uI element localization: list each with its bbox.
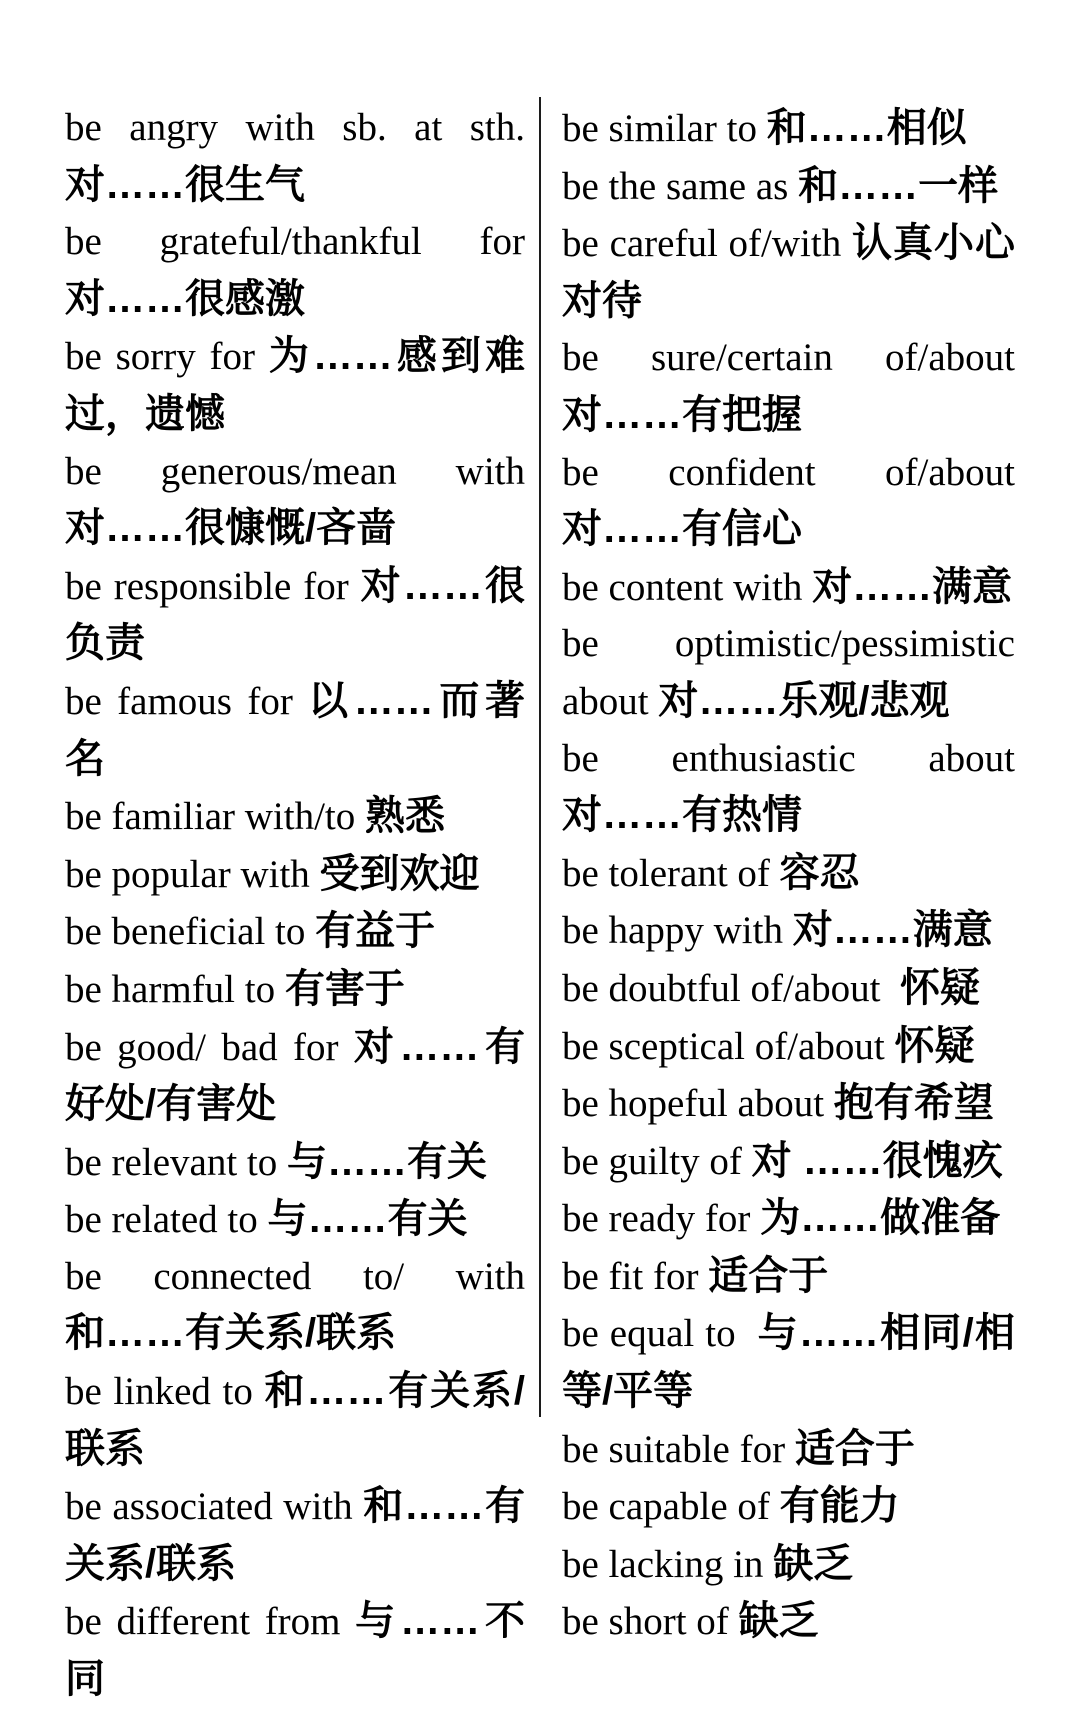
phrase-english: be ready for: [562, 1197, 761, 1241]
phrase-entry: [562, 100, 1015, 158]
phrase-entry: [65, 846, 525, 904]
phrase-english: be careful of/with: [562, 222, 852, 266]
phrase-entry: [65, 444, 535, 558]
phrase-english: be equal to: [562, 1312, 758, 1356]
phrase-entry: [65, 961, 525, 1019]
phrase-entry: [65, 328, 525, 443]
phrase-english: be responsible for: [65, 564, 361, 608]
phrase-english: be relevant to: [65, 1140, 287, 1184]
column-divider: [539, 97, 541, 1417]
phrase-chinese: 熟悉: [365, 794, 446, 839]
phrase-chinese: 和……有关系/联系: [65, 1311, 397, 1356]
phrase-chinese: 容忍: [779, 850, 860, 895]
phrase-chinese: 缺乏: [738, 1599, 819, 1644]
phrase-entry: [562, 215, 1015, 330]
phrase-entry: [562, 158, 1015, 216]
phrase-entry: [562, 845, 1015, 903]
phrase-chinese: 有益于: [315, 909, 436, 954]
phrase-english: be sure/certain of/about: [562, 336, 1025, 380]
phrase-chinese: 有能力: [779, 1484, 900, 1529]
phrase-english: be connected to/ with: [65, 1254, 535, 1298]
phrase-english: be short of: [562, 1600, 739, 1644]
phrase-chinese: 对 ……很愧疚: [751, 1138, 1003, 1183]
phrase-chinese: 和……有关系/联系: [65, 1369, 525, 1471]
phrase-chinese: 以……而著名: [65, 678, 525, 781]
phrase-english: be happy with: [562, 909, 793, 953]
phrase-chinese: 对……很负责: [65, 563, 526, 666]
phrase-chinese: 为……做准备: [760, 1196, 1001, 1241]
phrase-chinese: 对……有信心: [562, 507, 802, 552]
phrase-entry: [65, 903, 525, 961]
phrase-entry: [562, 731, 1025, 845]
phrase-entry: [562, 559, 1015, 617]
phrase-entry: [65, 214, 535, 328]
phrase-english: be similar to: [562, 107, 767, 150]
phrase-chinese: 对……满意: [812, 564, 1013, 609]
phrase-chinese: 抱有希望: [833, 1081, 994, 1126]
phrase-english: be enthusiastic about: [562, 736, 1025, 780]
phrase-english: be sorry for: [65, 335, 269, 379]
phrase-english: be confident of/about: [562, 450, 1025, 494]
phrase-english: be tolerant of: [562, 851, 780, 895]
phrase-english: be fit for: [562, 1254, 709, 1298]
phrase-entry: [65, 1191, 525, 1249]
phrase-entry: [562, 1018, 1015, 1076]
phrase-chinese: 对……很慷慨/吝啬: [65, 506, 397, 551]
phrase-entry: [562, 1305, 1015, 1420]
phrase-chinese: 为……感到难过，遗憾: [65, 334, 526, 436]
phrase-english: be content with: [562, 565, 813, 609]
phrase-english: be related to: [65, 1198, 268, 1242]
phrase-chinese: 与……相同/相等/平等: [562, 1311, 1015, 1414]
phrase-chinese: 缺乏: [773, 1541, 854, 1586]
phrase-entry: [65, 100, 525, 214]
phrase-chinese: 对……有把握: [562, 392, 802, 437]
phrase-chinese: 对……有热情: [562, 793, 802, 838]
phrase-chinese: 适合于: [708, 1253, 829, 1298]
phrase-english: be beneficial to: [65, 910, 316, 954]
phrase-english: be optimistic/pessimistic about: [562, 622, 1025, 723]
phrase-english: be sceptical of/about: [562, 1024, 895, 1068]
phrase-english: be linked to: [65, 1370, 265, 1414]
phrase-chinese: 与……不同: [65, 1599, 526, 1702]
phrase-entry: [562, 1190, 1015, 1248]
phrase-chinese: 对……有好处/有害处: [65, 1024, 525, 1127]
phrase-english: be lacking in: [562, 1542, 774, 1586]
phrase-english: be popular with: [65, 852, 320, 896]
phrase-entry: [65, 1134, 525, 1192]
phrase-english: be angry with sb. at sth.: [65, 106, 525, 149]
phrase-entry: [65, 558, 525, 673]
phrase-english: be familiar with/to: [65, 795, 366, 839]
phrase-chinese: 对……很生气: [65, 162, 305, 207]
phrase-english: be famous for: [65, 679, 309, 723]
phrase-english: be harmful to: [65, 967, 285, 1011]
phrase-entry: [562, 1075, 1015, 1133]
phrase-entry: [65, 1478, 525, 1593]
phrase-entry: [65, 1019, 525, 1134]
phrase-english: be good/ bad for: [65, 1025, 354, 1069]
phrase-entry: [562, 330, 1025, 444]
phrase-chinese: 与……有关: [267, 1197, 468, 1242]
phrase-entry: [562, 445, 1025, 559]
phrase-chinese: 与……有关: [286, 1139, 487, 1184]
phrase-chinese: 怀疑: [899, 965, 980, 1010]
phrase-english: be capable of: [562, 1485, 780, 1529]
column-left: [65, 100, 535, 1709]
phrase-entry: [562, 1421, 1015, 1479]
phrase-chinese: 和……一样: [798, 163, 999, 208]
phrase-entry: [562, 616, 1025, 730]
phrase-chinese: 怀疑: [894, 1023, 975, 1068]
phrase-entry: [562, 1536, 1015, 1594]
phrase-entry: [562, 1133, 1015, 1191]
phrase-chinese: 对……很感激: [65, 276, 305, 321]
column-right: [562, 100, 1025, 1651]
phrase-english: be suitable for: [562, 1427, 795, 1471]
phrase-entry: [65, 1363, 525, 1478]
phrase-chinese: 受到欢迎: [319, 851, 480, 896]
phrase-entry: [562, 902, 1015, 960]
phrase-chinese: 适合于: [794, 1426, 915, 1471]
phrase-chinese: 和……相似: [766, 106, 967, 150]
phrase-english: be the same as: [562, 164, 799, 208]
phrase-chinese: 认真小心对待: [562, 221, 1015, 323]
phrase-english: be doubtful of/about: [562, 966, 900, 1010]
phrase-english: be associated with: [65, 1485, 364, 1529]
phrase-chinese: 对……乐观/悲观: [658, 678, 950, 723]
phrase-english: be different from: [65, 1600, 356, 1644]
phrase-entry: [562, 1478, 1015, 1536]
phrase-entry: [65, 1249, 535, 1363]
phrase-entry: [65, 1593, 525, 1708]
phrase-entry: [65, 788, 525, 846]
phrase-chinese: 对……满意: [792, 908, 993, 953]
phrase-entry: [562, 1593, 1015, 1651]
phrase-chinese: 和……有关系/联系: [65, 1484, 525, 1586]
phrase-english: be generous/mean with: [65, 449, 535, 493]
phrase-english: be hopeful about: [562, 1082, 834, 1126]
phrase-english: be grateful/thankful for: [65, 220, 535, 264]
phrase-entry: [65, 673, 525, 788]
phrase-entry: [562, 1248, 1015, 1306]
phrase-chinese: 有害于: [284, 966, 405, 1011]
phrase-entry: [562, 960, 1015, 1018]
phrase-english: be guilty of: [562, 1139, 752, 1183]
